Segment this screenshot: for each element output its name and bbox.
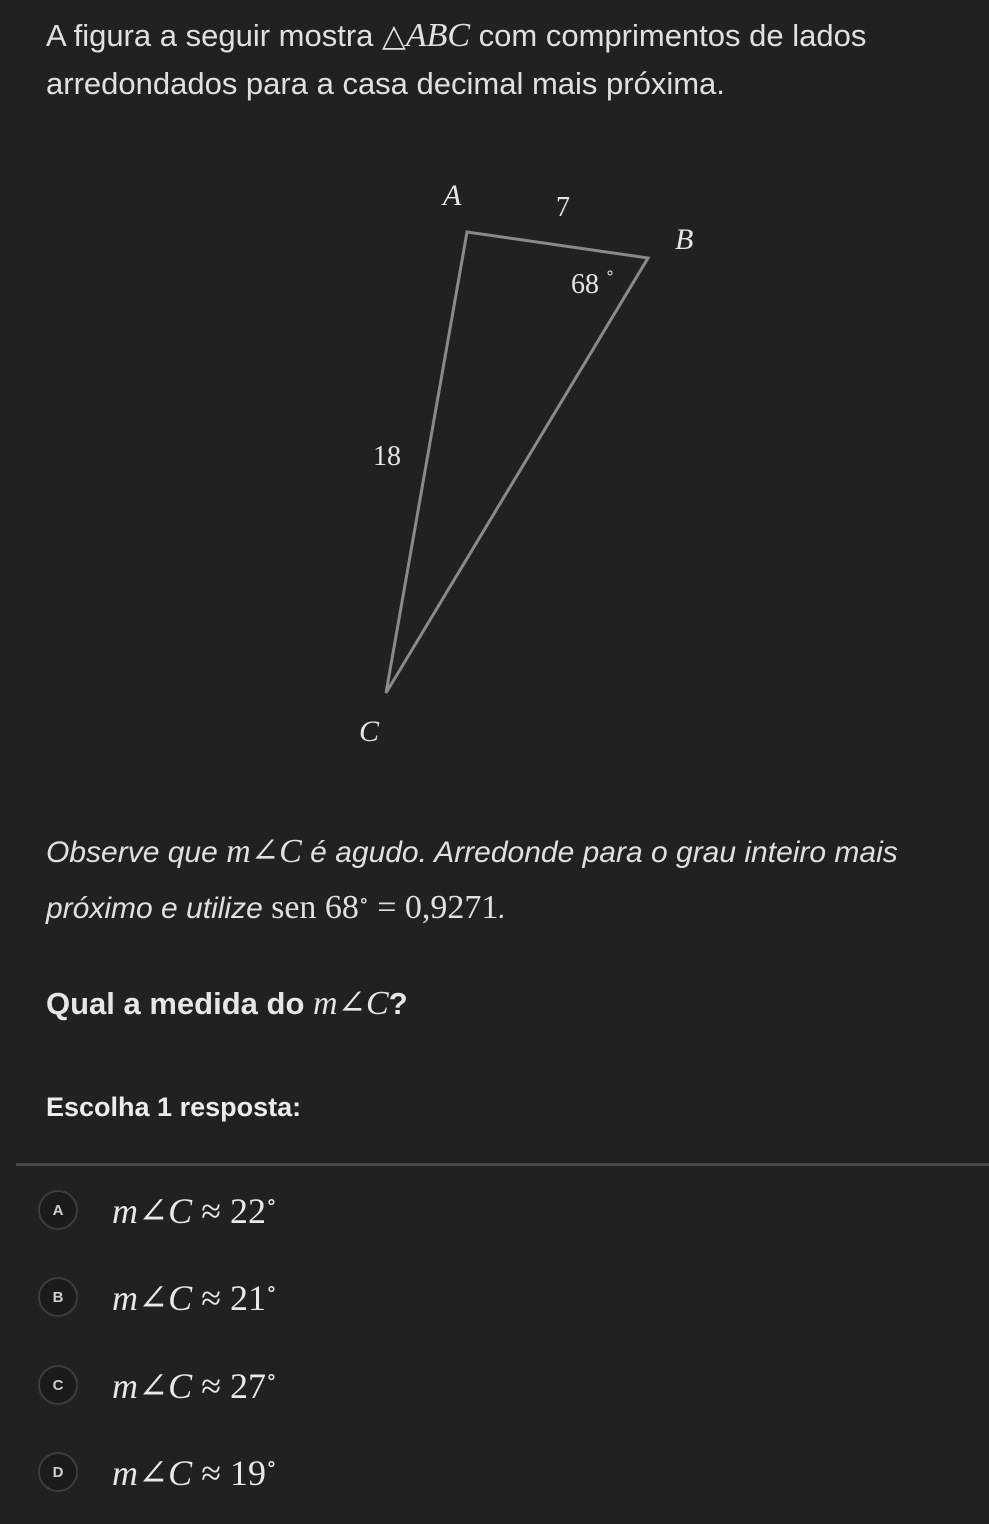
choice-text-c[interactable]	[112, 1364, 277, 1407]
choice-a-approx: ≈	[201, 1190, 230, 1231]
choice-b[interactable]	[38, 1267, 978, 1327]
note-text-2: é agudo. Arredonde para o grau inteiro mais próximo e utilize	[46, 836, 898, 925]
choice-d-prefix: m∠C	[112, 1452, 202, 1493]
question-label: Qual a medida do	[46, 986, 313, 1021]
vertex-a-label: A	[443, 179, 462, 212]
vertex-c-label: C	[359, 715, 380, 748]
choice-letter-c[interactable]: C	[38, 1365, 78, 1405]
choice-c-approx: ≈	[201, 1365, 230, 1406]
triangle-svg	[0, 160, 989, 760]
choice-d[interactable]	[38, 1442, 978, 1502]
triangle-symbol: △	[382, 18, 406, 53]
choice-text-b[interactable]	[112, 1276, 277, 1319]
divider	[16, 1163, 989, 1166]
side-ac-label: 18	[373, 441, 401, 472]
question-mark: ?	[388, 986, 408, 1021]
choice-a[interactable]	[38, 1180, 978, 1240]
question-text	[46, 983, 408, 1023]
note-angle: 68	[324, 889, 359, 926]
choice-c-degree: ∘	[265, 1363, 277, 1389]
choice-a-prefix: m∠C	[112, 1190, 202, 1231]
triangle-name: ABC	[405, 17, 471, 54]
angle-b-label: 68	[571, 269, 599, 300]
choose-label: Escolha 1 resposta:	[46, 1092, 302, 1122]
note-math-angle-c: m∠C	[226, 833, 302, 870]
question-math: m∠C	[313, 985, 389, 1022]
triangle-figure	[0, 160, 989, 760]
choice-c-prefix: m∠C	[112, 1365, 202, 1406]
choice-b-approx: ≈	[201, 1277, 230, 1318]
choice-d-degree: ∘	[265, 1450, 277, 1476]
note-degree: ∘	[358, 890, 369, 912]
note-sen: sen	[271, 889, 325, 926]
intro-text-before: A figura a seguir mostra	[46, 18, 382, 53]
triangle-shape	[386, 232, 648, 693]
choice-a-value: 22	[229, 1190, 266, 1231]
choice-d-approx: ≈	[201, 1452, 230, 1493]
problem-note	[46, 828, 966, 933]
note-text-1: Observe que	[46, 836, 227, 869]
choice-letter-b[interactable]: B	[38, 1277, 78, 1317]
choice-d-value: 19	[229, 1452, 266, 1493]
angle-b-degree: ∘	[605, 263, 616, 282]
choice-text-d[interactable]	[112, 1451, 277, 1494]
choice-b-degree: ∘	[265, 1275, 277, 1301]
choice-a-degree: ∘	[265, 1188, 277, 1214]
choice-c[interactable]	[38, 1355, 978, 1415]
choice-letter-a[interactable]: A	[38, 1190, 78, 1230]
intro-text-after: com comprimentos de lados arredondados para a casa decimal mais próxima.	[46, 18, 867, 101]
vertex-b-label: B	[675, 223, 694, 256]
note-equals-value: = 0,9271	[368, 889, 499, 926]
choice-b-value: 21	[229, 1277, 266, 1318]
choice-letter-d[interactable]: D	[38, 1452, 78, 1492]
side-ab-label: 7	[556, 192, 570, 223]
problem-intro	[46, 12, 971, 108]
note-period: .	[498, 892, 507, 925]
choice-c-value: 27	[229, 1365, 266, 1406]
choice-b-prefix: m∠C	[112, 1277, 202, 1318]
choice-text-a[interactable]	[112, 1189, 277, 1232]
